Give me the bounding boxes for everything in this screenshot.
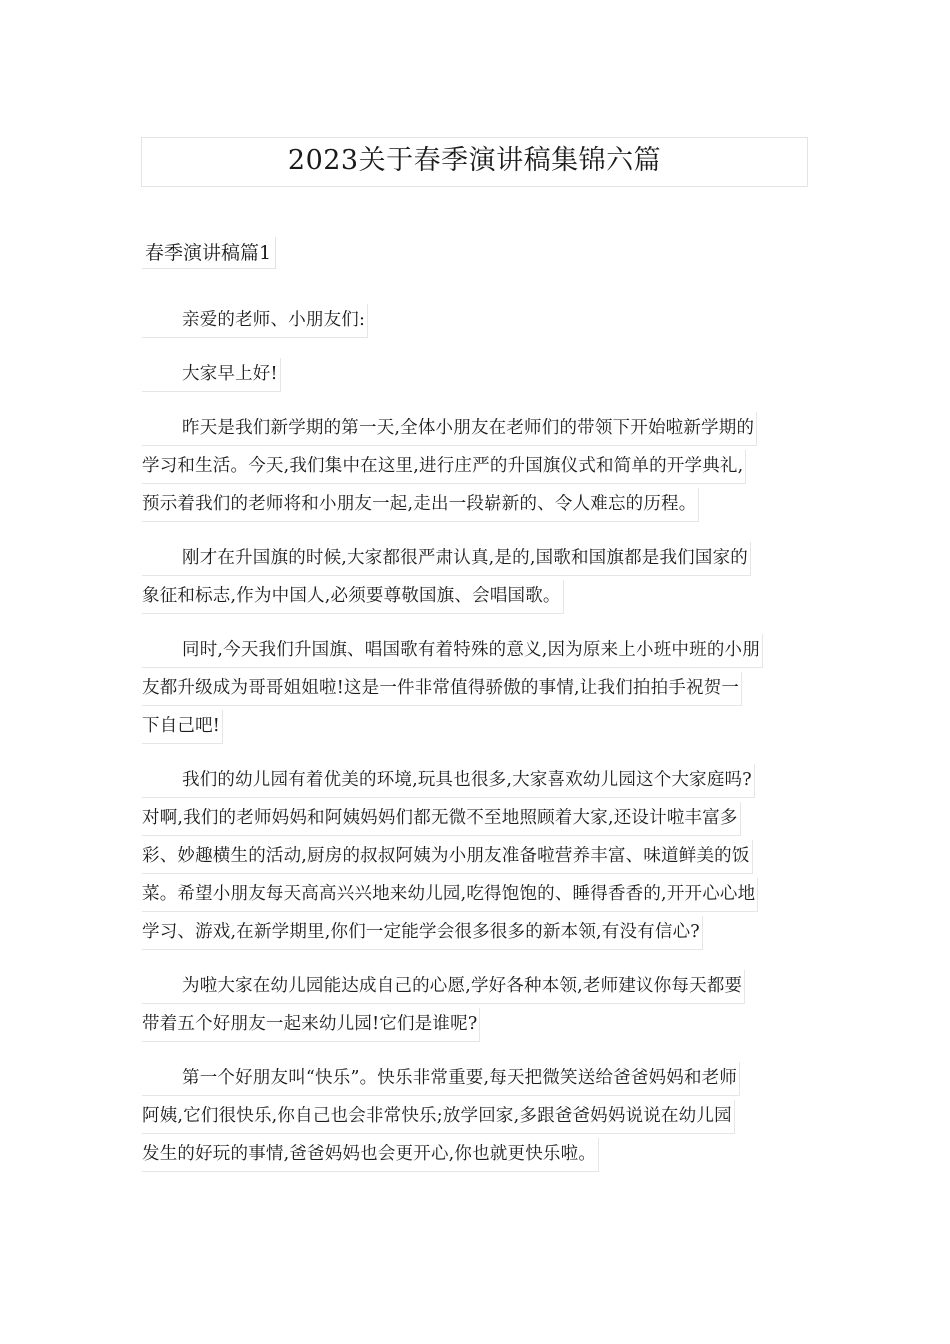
paragraph-line: 亲爱的老师、小朋友们: <box>142 304 368 338</box>
paragraph <box>142 304 812 338</box>
paragraph-line: 学习、游戏,在新学期里,你们一定能学会很多很多的新本领,有没有信心? <box>142 916 703 950</box>
paragraph <box>142 634 812 744</box>
paragraph-line: 学习和生活。今天,我们集中在这里,进行庄严的升国旗仪式和简单的开学典礼, <box>142 450 746 484</box>
paragraph <box>142 412 812 522</box>
paragraph-line: 第一个好朋友叫“快乐”。快乐非常重要,每天把微笑送给爸爸妈妈和老师 <box>142 1062 740 1096</box>
paragraph-line: 阿姨,它们很快乐,你自己也会非常快乐;放学回家,多跟爸爸妈妈说说在幼儿园 <box>142 1100 735 1134</box>
paragraph-line: 预示着我们的老师将和小朋友一起,走出一段崭新的、令人难忘的历程。 <box>142 488 699 522</box>
paragraph-line: 刚才在升国旗的时候,大家都很严肃认真,是的,国歌和国旗都是我们国家的 <box>142 542 751 576</box>
document-body <box>142 304 812 1192</box>
paragraph-line: 下自己吧! <box>142 710 223 744</box>
paragraph-line: 彩、妙趣横生的活动,厨房的叔叔阿姨为小朋友准备啦营养丰富、味道鲜美的饭 <box>142 840 753 874</box>
paragraph <box>142 1062 812 1172</box>
paragraph-line: 昨天是我们新学期的第一天,全体小朋友在老师们的带领下开始啦新学期的 <box>142 412 757 446</box>
paragraph <box>142 970 812 1042</box>
section-heading: 春季演讲稿篇1 <box>142 237 276 269</box>
paragraph-line: 发生的好玩的事情,爸爸妈妈也会更开心,你也就更快乐啦。 <box>142 1138 599 1172</box>
paragraph-line: 象征和标志,作为中国人,必须要尊敬国旗、会唱国歌。 <box>142 580 564 614</box>
paragraph-line: 菜。希望小朋友每天高高兴兴地来幼儿园,吃得饱饱的、睡得香香的,开开心心地 <box>142 878 758 912</box>
paragraph-line: 同时,今天我们升国旗、唱国歌有着特殊的意义,因为原来上小班中班的小朋 <box>142 634 763 668</box>
paragraph-line: 我们的幼儿园有着优美的环境,玩具也很多,大家喜欢幼儿园这个大家庭吗? <box>142 764 755 798</box>
document-title: 2023关于春季演讲稿集锦六篇 <box>141 137 808 187</box>
paragraph-line: 带着五个好朋友一起来幼儿园!它们是谁呢? <box>142 1008 480 1042</box>
paragraph <box>142 542 812 614</box>
paragraph <box>142 358 812 392</box>
paragraph-line: 友都升级成为哥哥姐姐啦!这是一件非常值得骄傲的事情,让我们拍拍手祝贺一 <box>142 672 742 706</box>
paragraph-line: 为啦大家在幼儿园能达成自己的心愿,学好各种本领,老师建议你每天都要 <box>142 970 745 1004</box>
paragraph <box>142 764 812 950</box>
paragraph-line: 大家早上好! <box>142 358 281 392</box>
paragraph-line: 对啊,我们的老师妈妈和阿姨妈妈们都无微不至地照顾着大家,还设计啦丰富多 <box>142 802 741 836</box>
